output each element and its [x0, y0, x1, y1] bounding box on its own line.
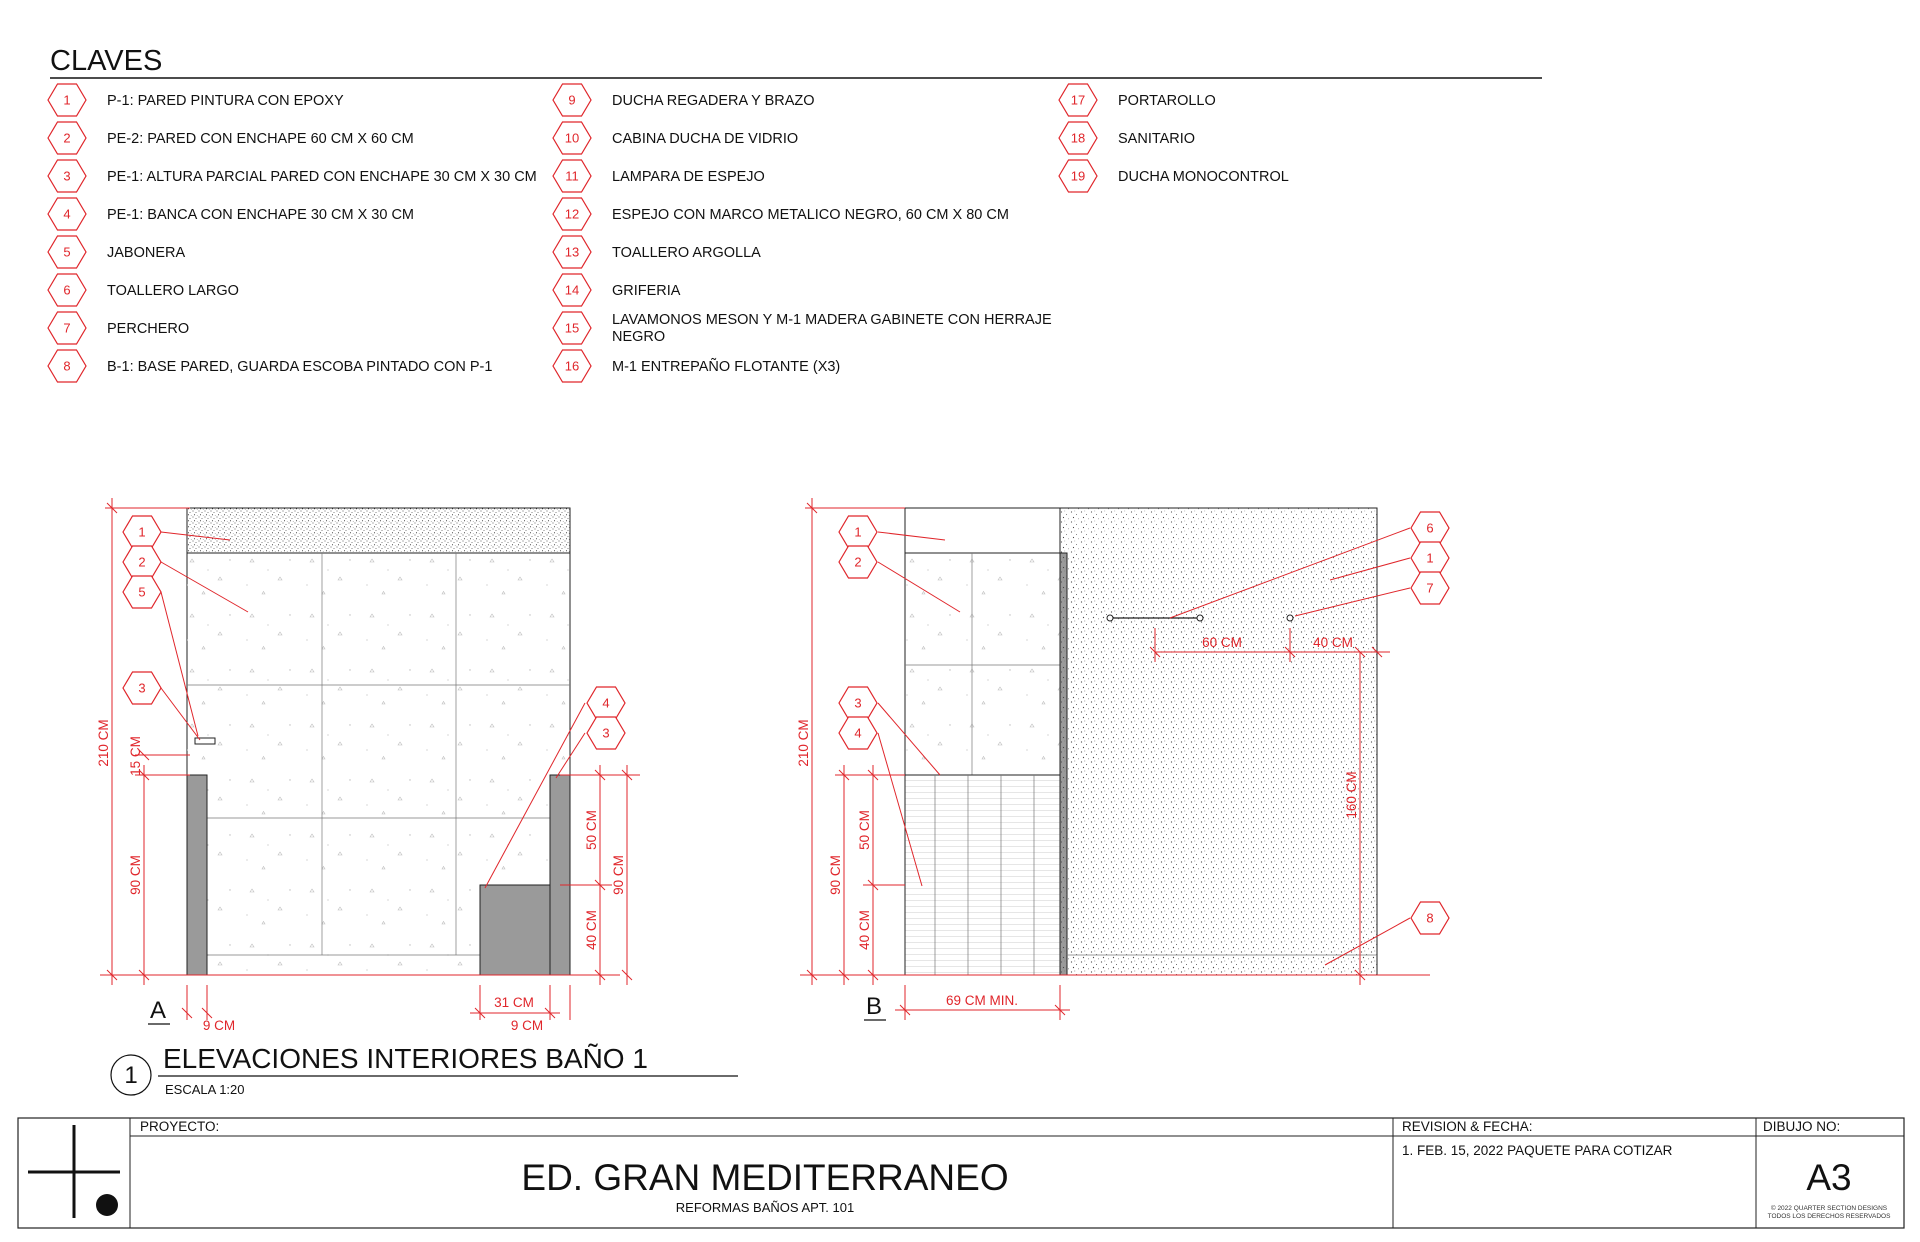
callout-b-7: [1411, 572, 1449, 604]
key-number: 16: [564, 358, 580, 374]
dim-b-160: 160 CM: [1344, 771, 1359, 819]
svg-text:1: 1: [1426, 550, 1434, 566]
callout-b-1b: [1411, 542, 1449, 574]
callout-a-2: [123, 546, 161, 578]
revision-label: REVISION & FECHA:: [1402, 1119, 1533, 1134]
dim-b-40: 40 CM: [857, 910, 872, 950]
svg-text:4: 4: [854, 725, 862, 741]
title-block: [18, 1118, 1904, 1228]
dim-b-40-horizontal: 40 CM: [1313, 635, 1353, 650]
key-number: 10: [564, 130, 580, 146]
key-label: PE-1: BANCA CON ENCHAPE 30 CM X 30 CM: [107, 207, 414, 223]
dim-a-40: 40 CM: [584, 910, 599, 950]
key-label: B-1: BASE PARED, GUARDA ESCOBA PINTADO CON P-1: [107, 359, 493, 375]
key-label: TOALLERO LARGO: [107, 283, 239, 299]
svg-text:3: 3: [602, 725, 610, 741]
dim-a-9-right: 9 CM: [510, 1018, 544, 1033]
project-name: ED. GRAN MEDITERRANEO: [521, 1157, 1009, 1198]
copyright-line-2: TODOS LOS DERECHOS RESERVADOS: [1767, 1213, 1891, 1220]
key-label: SANITARIO: [1118, 131, 1196, 147]
key-label: JABONERA: [107, 245, 186, 261]
svg-text:3: 3: [138, 680, 146, 696]
callout-b-6: [1411, 512, 1449, 544]
key-number: 9: [568, 92, 576, 108]
key-item: [553, 312, 1052, 345]
dim-a-90: 90 CM: [128, 855, 143, 895]
key-label: PE-2: PARED CON ENCHAPE 60 CM X 60 CM: [107, 131, 414, 147]
callout-b-2: [839, 546, 877, 578]
elevation-a-bench: [480, 885, 550, 975]
key-item: [553, 274, 681, 306]
key-item: [553, 122, 798, 154]
key-number: 4: [63, 206, 71, 222]
svg-text:1: 1: [138, 524, 146, 540]
project-subtitle: REFORMAS BAÑOS APT. 101: [675, 1200, 855, 1215]
view-title-block: [111, 1043, 738, 1097]
key-label: PE-1: ALTURA PARCIAL PARED CON ENCHAPE 30 CM X 30 CM: [107, 169, 537, 185]
key-label: P-1: PARED PINTURA CON EPOXY: [107, 93, 344, 109]
key-label: DUCHA MONOCONTROL: [1118, 169, 1289, 185]
svg-text:1: 1: [854, 524, 862, 540]
callout-a-5: [123, 576, 161, 608]
key-label: PORTAROLLO: [1118, 93, 1216, 109]
key-item: [553, 198, 1009, 230]
dim-b-90: 90 CM: [828, 855, 843, 895]
svg-text:3: 3: [854, 695, 862, 711]
elevation-b-robe-hook: [1287, 615, 1293, 621]
key-item: [1059, 122, 1195, 154]
elevation-b-paint-band: [905, 508, 1060, 553]
dim-a-total: 210 CM: [96, 719, 111, 767]
elevation-a-partial-wall-right: [550, 775, 570, 975]
dim-b-60: 60 CM: [1202, 635, 1242, 650]
dim-a-15: 15 CM: [128, 736, 143, 776]
dim-b-50: 50 CM: [857, 810, 872, 850]
key-number: 18: [1070, 130, 1086, 146]
elevation-b-small-tile: [905, 775, 1060, 975]
elevation-a-paint-band: [187, 508, 570, 553]
key-list: [48, 84, 1289, 382]
callout-a-4: [587, 687, 625, 719]
key-item: [48, 312, 189, 344]
elevation-b-letter: B: [866, 993, 883, 1020]
svg-text:2: 2: [138, 554, 146, 570]
dim-b-total: 210 CM: [796, 719, 811, 767]
key-label: GRIFERIA: [612, 283, 681, 299]
key-item: [553, 350, 840, 382]
key-label: M-1 ENTREPAÑO FLOTANTE (X3): [612, 359, 841, 375]
key-label: PERCHERO: [107, 321, 190, 337]
key-item: [48, 122, 414, 154]
callout-a-3b: [587, 717, 625, 749]
key-label: ESPEJO CON MARCO METALICO NEGRO, 60 CM X 80 CM: [612, 207, 1009, 223]
elevation-b-tile-wall: [905, 553, 1060, 775]
elevation-a-letter: A: [150, 997, 167, 1024]
key-item: [553, 160, 765, 192]
project-label: PROYECTO:: [140, 1119, 220, 1134]
key-number: 19: [1070, 168, 1086, 184]
dim-a-50: 50 CM: [584, 810, 599, 850]
key-number: 3: [63, 168, 71, 184]
key-item: [48, 160, 537, 192]
key-number: 11: [565, 168, 579, 184]
dim-a-90-right: 90 CM: [611, 855, 626, 895]
key-number: 17: [1070, 92, 1086, 108]
key-label: LAVAMONOS MESON Y M-1 MADERA GABINETE CON HERRAJE: [612, 312, 1052, 328]
revision-entry: 1. FEB. 15, 2022 PAQUETE PARA COTIZAR: [1402, 1143, 1673, 1158]
dim-a-9-left: 9 CM: [202, 1018, 236, 1033]
key-item: [553, 84, 815, 116]
svg-text:7: 7: [1426, 580, 1434, 596]
dim-a-31: 31 CM: [494, 995, 534, 1010]
elevation-a: [100, 508, 620, 975]
svg-text:8: 8: [1426, 910, 1434, 926]
key-item: [48, 198, 414, 230]
callout-a-3: [123, 672, 161, 704]
drawing-label: DIBUJO NO:: [1763, 1119, 1841, 1134]
callout-b-4: [839, 717, 877, 749]
key-number: 6: [63, 282, 71, 298]
elevation-a-partial-wall-left: [187, 775, 207, 975]
key-label: CABINA DUCHA DE VIDRIO: [612, 131, 799, 147]
key-number: 2: [63, 130, 71, 146]
key-item: [48, 236, 185, 268]
callout-b-8: [1411, 902, 1449, 934]
elevation-a-soap-dish: [195, 738, 215, 744]
key-number: 15: [564, 320, 580, 336]
key-number: 12: [564, 206, 580, 222]
callout-a-1: [123, 516, 161, 548]
key-item: [48, 84, 344, 116]
svg-text:4: 4: [602, 695, 610, 711]
svg-text:5: 5: [138, 584, 146, 600]
key-item: [1059, 160, 1289, 192]
svg-text:2: 2: [854, 554, 862, 570]
key-label: TOALLERO ARGOLLA: [612, 245, 761, 261]
callout-b-3: [839, 687, 877, 719]
key-number: 1: [63, 92, 71, 108]
key-label-line-2: NEGRO: [612, 329, 666, 345]
view-title: ELEVACIONES INTERIORES BAÑO 1: [163, 1043, 648, 1074]
svg-text:6: 6: [1426, 520, 1434, 536]
key-number: 5: [63, 244, 71, 260]
drawing-number: A3: [1806, 1157, 1852, 1198]
key-item: [48, 350, 492, 382]
key-number: 14: [564, 282, 580, 298]
key-item: [1059, 84, 1216, 116]
callout-b-1: [839, 516, 877, 548]
copyright-line-1: © 2022 QUARTER SECTION DESIGNS: [1770, 1205, 1888, 1212]
key-label: LAMPARA DE ESPEJO: [612, 169, 765, 185]
keys-title: CLAVES: [50, 45, 163, 77]
dim-b-69: 69 CM MIN.: [945, 993, 1019, 1008]
view-number: 1: [124, 1062, 138, 1089]
key-number: 13: [564, 244, 580, 260]
key-number: 7: [63, 320, 71, 336]
key-label: DUCHA REGADERA Y BRAZO: [612, 93, 815, 109]
view-scale: ESCALA 1:20: [165, 1082, 245, 1097]
key-item: [48, 274, 239, 306]
key-number: 8: [63, 358, 71, 374]
key-item: [553, 236, 761, 268]
